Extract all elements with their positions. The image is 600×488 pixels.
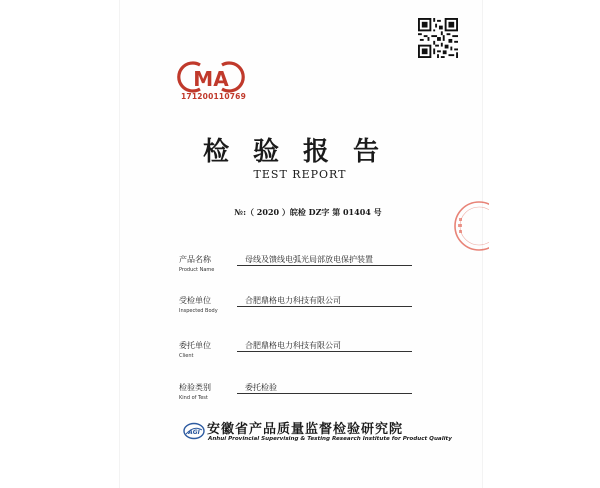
report-cover (120, 0, 482, 488)
report-title-english: TEST REPORT (253, 168, 347, 181)
agi-logo (183, 422, 205, 440)
field-value: 合肥鼎格电力科技有限公司 (245, 296, 341, 305)
institute-name-chinese: 安徽省产品质量监督检验研究院 (207, 422, 404, 437)
qr-code-icon (418, 18, 458, 58)
field-label-en: Product Name (179, 267, 215, 273)
cma-mark-text: MA (193, 67, 229, 91)
field-underline (237, 393, 412, 394)
field-kind-of-test (179, 382, 419, 412)
field-value: 合肥鼎格电力科技有限公司 (245, 341, 341, 350)
field-client (179, 340, 419, 370)
field-label-cn: 委托单位 (179, 341, 211, 350)
field-underline (237, 306, 412, 307)
seal-stamp (449, 196, 489, 256)
agi-logo-text: AGI (188, 429, 200, 436)
field-label-cn: 受检单位 (179, 296, 211, 305)
field-label-en: Client (179, 353, 194, 359)
field-label-en: Inspected Body (179, 308, 218, 314)
report-title-chinese: 检验报告 (202, 137, 403, 167)
field-value: 母线及馈线电弧光局部放电保护装置 (245, 255, 373, 264)
field-product-name (179, 254, 419, 284)
field-label-cn: 检验类别 (179, 383, 211, 392)
field-underline (237, 351, 412, 352)
institute-name-english: Anhui Provincial Supervising & Testing Research Institute for Product Quality (208, 436, 452, 442)
report-number: №:（ 2020 ）皖检 DZ字 第 01404 号 (234, 207, 382, 217)
field-label-cn: 产品名称 (179, 255, 211, 264)
field-underline (237, 265, 412, 266)
field-value: 委托检验 (245, 383, 277, 392)
field-label-en: Kind of Test (179, 395, 208, 401)
field-inspected-body (179, 295, 419, 325)
cma-number: 171200110769 (181, 92, 247, 101)
